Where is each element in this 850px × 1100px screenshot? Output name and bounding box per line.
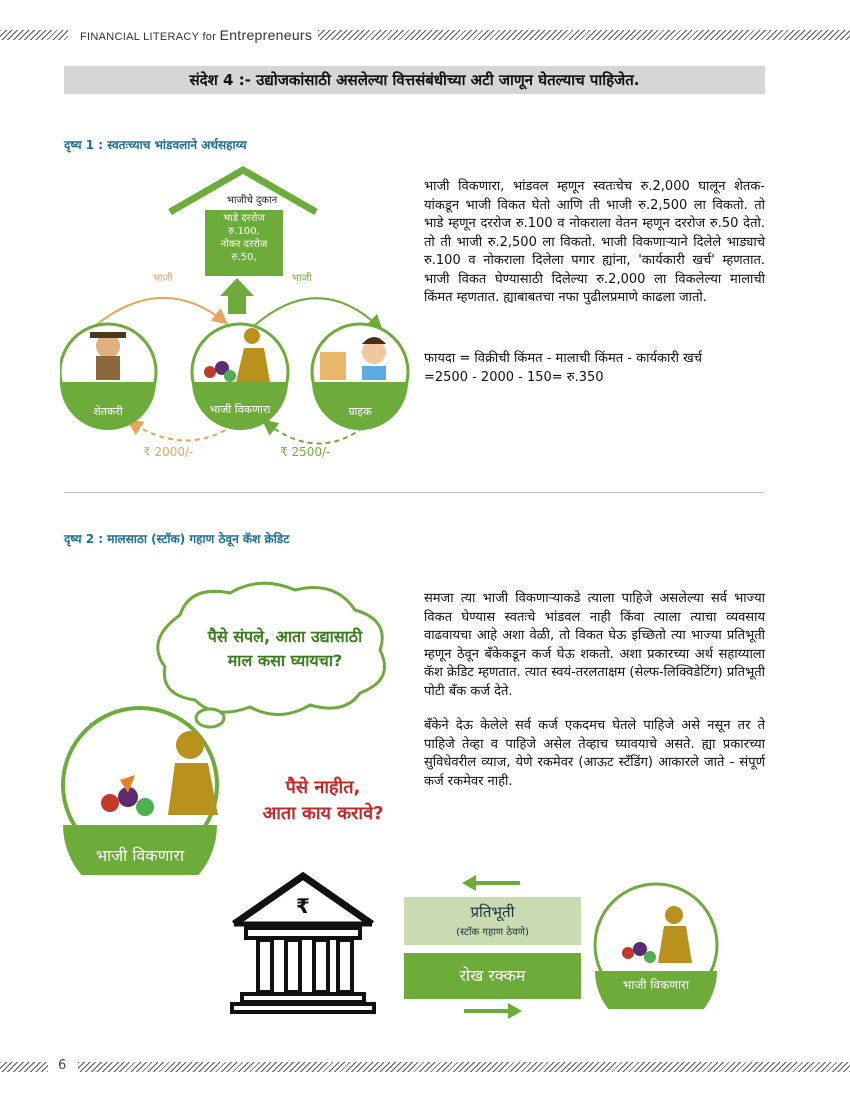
shop-costs bbox=[205, 212, 283, 264]
vendor-icon bbox=[244, 328, 260, 344]
question-line: आता काय करावे? bbox=[262, 803, 384, 824]
header-prefix: FINANCIAL LITERACY for bbox=[80, 31, 217, 43]
scene1-title: दृष्य 1 : स्वतःच्याच भांडवलाने अर्थसहाय्य bbox=[64, 138, 247, 152]
security-subtitle: (स्टॉक गहाण ठेवणे) bbox=[456, 927, 529, 938]
flow-label-right: भाजी bbox=[292, 273, 312, 284]
security-title: प्रतिभूती bbox=[470, 903, 515, 921]
vendor-label: भाजी विकणारा bbox=[209, 403, 271, 416]
flow-label-left: भाजी bbox=[153, 273, 173, 284]
footer-rule-right bbox=[78, 1062, 850, 1072]
thought-line: माल कसा घ्यायचा? bbox=[227, 651, 343, 670]
scene2-title: दृष्य 2 : मालसाठा (स्टॉक) गहाण ठेवून कॅश क्रेडिट bbox=[64, 532, 290, 546]
shop-label: भाजीचे दुकान bbox=[226, 195, 278, 206]
vendor-big-icon bbox=[176, 731, 204, 759]
header-rule-left bbox=[0, 30, 68, 40]
header-rule-right bbox=[318, 30, 850, 40]
cash-box: रोख रक्कम bbox=[404, 953, 581, 999]
scene1-paragraph: भाजी विकणारा, भांडवल म्हणून स्वतःचेच रु.2,000 घालून शेतक-यांकडून भाजी विकत घेतो आणि ती भाजी रु.2,500 ला विकतो. तो भाडे म्हणून दररोज रु.100 व नोकराला वेतन म्हणून दररोज रु.50 देतो. तो ती भाजी रु.2,500 ला विकतो. भाजी विकणाऱ्याने दिलेले भाड्याचे रु.100 व नोकराला दिलेला पगार ह्यांना, 'कार्यकारी खर्च' म्हणतात. भाजी विकत घेण्यासाठी दिलेल्या रु.2,000 ला विकलेल्या मालाची किंमत म्हणतात. ह्याबाबतचा नफा पुढीलप्रमाणे काढला जातो. bbox=[424, 179, 765, 305]
question-text bbox=[238, 775, 408, 827]
page-number: 6 bbox=[58, 1058, 67, 1073]
scene1-diagram bbox=[60, 160, 420, 470]
basket-icon bbox=[320, 352, 346, 380]
pay-label-right: ₹ 2500/- bbox=[280, 445, 331, 459]
thought-text bbox=[175, 625, 395, 673]
security-box bbox=[404, 897, 581, 945]
message-banner: संदेश 4 :- उद्योजकांसाठी असलेल्या वित्तसंबंधीच्या अटी जाणून घेतल्याच पाहिजेत. bbox=[64, 66, 765, 94]
farmer-label: शेतकरी bbox=[93, 405, 123, 418]
arrow-right-icon bbox=[462, 1003, 522, 1019]
shop-cost-line: नोकर दररोज bbox=[220, 239, 268, 250]
vendor-small-icon bbox=[665, 906, 683, 924]
footer-rule-left bbox=[0, 1062, 48, 1072]
profit-formula bbox=[424, 350, 765, 387]
rupee-symbol: ₹ bbox=[296, 894, 310, 918]
question-line: पैसे नाहीत, bbox=[285, 777, 361, 798]
scene2-paragraph-1: समजा त्या भाजी विकणाऱ्याकडे त्याला पाहिजे असलेल्या सर्व भाज्या विकत घेण्यास स्वतःचे भांडवल नाही किंवा त्याला त्याचा व्यवसाय वाढवायचा आहे अशा वेळी, तो विकत घेऊ इच्छितो त्या भाज्या प्रतिभूती म्हणून ठेवून बँकेकडून कर्ज घेऊ शकतो. अशा प्रकारच्या अर्थ सहाय्याला कॅश क्रेडिट म्हणतात. त्यात स्वयं-तरलताक्षम (सेल्फ-लिक्विडेटिंग) प्रतिभूती पोटी बँक कर्ज देते. bbox=[424, 591, 765, 699]
scene2-paragraph-2: बँकेने देऊ केलेले सर्व कर्ज एकदमच घेतले पाहिजे असे नसून तर ते पाहिजे तेव्हा व पाहिजे असेल तेव्हाच घ्यावयाचे असते. ह्या प्रकारच्या सुविधेवरील व्याज, येणे रकमेवर (आऊट स्टँडिंग) आकारले जाते - संपूर्ण कर्ज रकमेवर नाही. bbox=[424, 718, 765, 789]
up-arrow-icon bbox=[220, 278, 254, 314]
shop-cost-line: भाडे दररोज bbox=[223, 213, 265, 224]
thought-line: पैसे संपले, आता उद्यासाठी bbox=[207, 627, 363, 646]
shop-cost-line: रु.50, bbox=[231, 252, 257, 263]
thought-bubble-1 bbox=[196, 709, 224, 727]
vendor-big-label: भाजी विकणारा bbox=[95, 846, 185, 865]
profit-formula-result: =2500 - 2000 - 150= रु.350 bbox=[424, 369, 604, 385]
vendor-small-label: भाजी विकणारा bbox=[622, 978, 690, 992]
pay-label-left: ₹ 2000/- bbox=[143, 445, 194, 459]
bank-icon bbox=[228, 870, 378, 1015]
arrow-left-icon bbox=[462, 875, 522, 891]
scene2-diagram bbox=[60, 575, 420, 875]
profit-formula-line: फायदा = विक्रीची किंमत - मालाची किंमत - कार्यकारी खर्च bbox=[424, 351, 703, 366]
header-suffix: Entrepreneurs bbox=[219, 27, 313, 43]
shop-cost-line: रु.100, bbox=[228, 226, 260, 237]
running-header bbox=[80, 27, 312, 43]
customer-label: ग्राहक bbox=[348, 405, 372, 418]
section-divider bbox=[64, 492, 764, 493]
